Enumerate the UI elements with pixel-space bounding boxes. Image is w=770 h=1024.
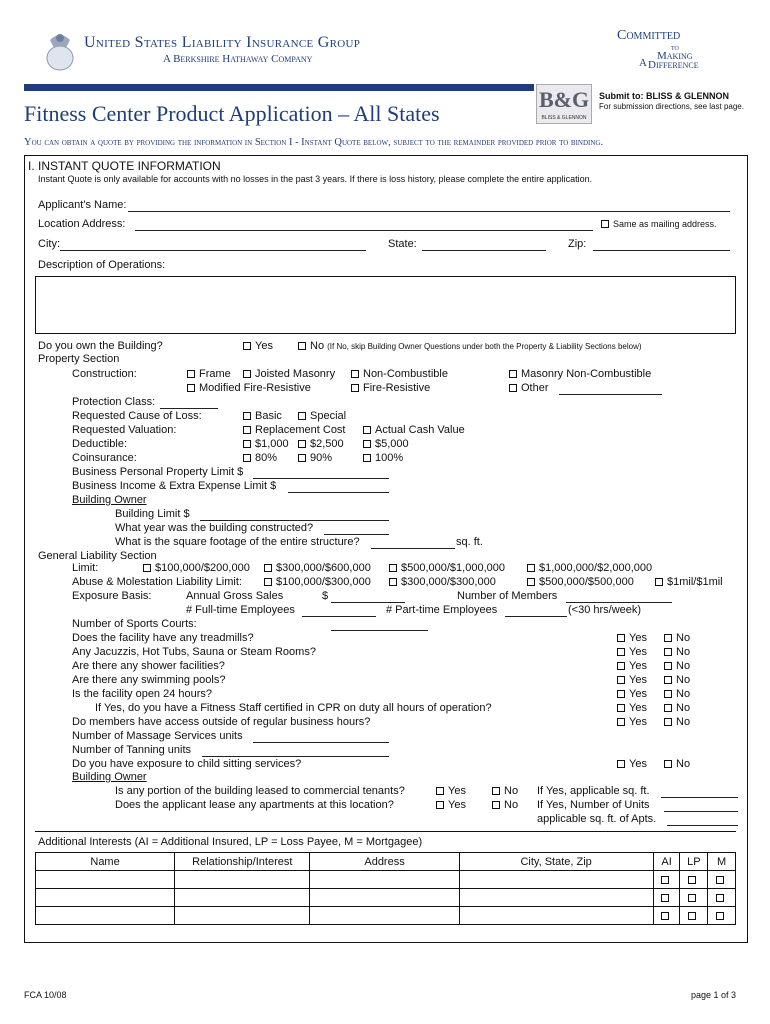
- square-footage-label: What is the square footage of the entire structure?: [115, 536, 360, 548]
- checkbox[interactable]: [389, 578, 397, 586]
- col-m: M: [708, 853, 736, 871]
- checkbox[interactable]: [363, 454, 371, 462]
- other-input[interactable]: [559, 383, 662, 395]
- checkbox[interactable]: [527, 564, 535, 572]
- abuse-option-2[interactable]: [389, 576, 496, 588]
- sports-courts-label: Number of Sports Courts:: [72, 618, 197, 630]
- section1-note: Instant Quote is only available for accounts with no losses in the past 3 years. If there is loss history, please complete the entire application.: [38, 174, 593, 184]
- eagle-globe-icon: [44, 28, 76, 72]
- abuse-option-1[interactable]: [264, 576, 371, 588]
- option-text: Basic: [255, 410, 282, 422]
- checkbox[interactable]: [243, 426, 251, 434]
- yes-text: Yes: [629, 632, 647, 644]
- relationship-cell[interactable]: [175, 889, 310, 907]
- noncomb-option[interactable]: [351, 368, 448, 380]
- checkbox[interactable]: [351, 384, 359, 392]
- city-label: City:: [38, 238, 60, 250]
- no-text: No: [310, 340, 325, 352]
- checkbox[interactable]: [243, 440, 251, 448]
- checkbox[interactable]: [617, 690, 625, 698]
- basic-option[interactable]: [243, 410, 282, 422]
- protection-class-input[interactable]: [160, 397, 218, 409]
- d5000-option[interactable]: [363, 438, 409, 450]
- replacement-option[interactable]: [243, 424, 346, 436]
- joisted-option[interactable]: [243, 368, 335, 380]
- own-building-no[interactable]: [298, 340, 642, 352]
- massage-units-label: Number of Massage Services units: [72, 730, 243, 742]
- if-yes-sqft-input[interactable]: [661, 786, 738, 798]
- yes-text: Yes: [629, 702, 647, 714]
- option-text: Replacement Cost: [255, 424, 346, 436]
- bpp-limit-input[interactable]: [253, 467, 389, 479]
- checkbox[interactable]: [509, 384, 517, 392]
- yes-text: Yes: [629, 758, 647, 770]
- own-building-yes[interactable]: [243, 340, 273, 352]
- col-name: Name: [36, 853, 175, 871]
- option-text: 100%: [375, 452, 404, 464]
- option-text: $100,000/$300,000: [276, 576, 371, 588]
- apt-sqft-label: applicable sq. ft. of Apts.: [537, 813, 657, 825]
- checkbox[interactable]: [298, 412, 306, 420]
- sports-courts-input[interactable]: [331, 619, 428, 631]
- annual-gross-sales-input[interactable]: [331, 591, 405, 603]
- ft-employees-label: # Full-time Employees: [186, 604, 295, 616]
- construction-label: Construction:: [72, 368, 137, 380]
- checkbox[interactable]: [298, 342, 306, 350]
- question-yes-option[interactable]: [617, 632, 647, 644]
- checkbox[interactable]: [351, 370, 359, 378]
- bpp-limit-label: Business Personal Property Limit $: [72, 466, 244, 478]
- question-no-option[interactable]: [664, 702, 690, 714]
- acv-option[interactable]: [363, 424, 465, 436]
- no-text: No: [504, 785, 519, 797]
- child-sitting-no[interactable]: [664, 758, 690, 770]
- yes-text: Yes: [629, 674, 647, 686]
- slogan-to: to: [671, 42, 679, 52]
- checkbox[interactable]: [143, 564, 151, 572]
- table-row: [36, 889, 736, 907]
- checkbox[interactable]: [664, 704, 672, 712]
- d2500-option[interactable]: [298, 438, 344, 450]
- other-option[interactable]: [509, 382, 549, 394]
- yes-no-question: Are there any shower facilities?: [72, 660, 225, 672]
- description-label: Description of Operations:: [38, 259, 166, 271]
- checkbox[interactable]: [436, 801, 444, 809]
- name-cell[interactable]: [36, 871, 175, 889]
- abuse-limit-label: Abuse & Molestation Liability Limit:: [72, 576, 242, 588]
- zip-input[interactable]: [593, 239, 730, 251]
- checkbox[interactable]: [389, 564, 397, 572]
- m-cell[interactable]: [708, 907, 736, 925]
- additional-divider: [35, 831, 736, 832]
- no-text: No: [676, 646, 691, 658]
- yes-text: Yes: [448, 785, 466, 797]
- checkbox[interactable]: [617, 704, 625, 712]
- special-option[interactable]: [298, 410, 346, 422]
- address-cell[interactable]: [310, 889, 459, 907]
- limit-option-3[interactable]: [389, 562, 505, 574]
- name-cell[interactable]: [36, 907, 175, 925]
- question-yes-option[interactable]: [617, 702, 647, 714]
- relationship-cell[interactable]: [175, 907, 310, 925]
- checkbox[interactable]: [436, 787, 444, 795]
- applicant-name-label: [38, 199, 126, 211]
- masonry-noncomb-option[interactable]: [509, 368, 651, 380]
- child-sitting-label: Do you have exposure to child sitting services?: [72, 758, 302, 770]
- bg-logo-text: B&G: [538, 87, 590, 112]
- option-text: Masonry Non-Combustible: [521, 368, 652, 380]
- child-sitting-yes[interactable]: [617, 758, 647, 770]
- intro-text: You can obtain a quote by providing the information in Section I - Instant Quote below, subject to the remainder provided prior to binding.: [24, 137, 604, 148]
- option-text: Non-Combustible: [363, 368, 448, 380]
- submit-directions: For submission directions, see last page.: [599, 102, 744, 111]
- option-text: $500,000/$500,000: [539, 576, 634, 588]
- sqft-label: sq. ft.: [456, 536, 483, 548]
- checkbox[interactable]: [617, 760, 625, 768]
- yes-no-question: Is the facility open 24 hours?: [72, 688, 213, 700]
- liability-building-owner: Building Owner: [72, 771, 147, 783]
- checkbox[interactable]: [617, 648, 625, 656]
- address-cell[interactable]: [310, 907, 459, 925]
- slogan-making: Making: [657, 50, 693, 62]
- liability-heading: General Liability Section: [38, 550, 157, 562]
- option-text: $1,000: [255, 438, 289, 450]
- city-cell[interactable]: [459, 889, 653, 907]
- fire-resistive-option[interactable]: [351, 382, 430, 394]
- square-footage-input[interactable]: [371, 537, 455, 549]
- d1000-option[interactable]: [243, 438, 289, 450]
- pt-employees-label: # Part-time Employees: [386, 604, 498, 616]
- if-yes-units-label: If Yes, Number of Units: [537, 799, 650, 811]
- option-text: $1,000,000/$2,000,000: [539, 562, 653, 574]
- lp-cell[interactable]: [680, 907, 708, 925]
- apartments-yes[interactable]: [436, 799, 466, 811]
- m-cell[interactable]: [708, 871, 736, 889]
- year-built-label: What year was the building constructed?: [115, 522, 314, 534]
- option-text: Frame: [199, 368, 231, 380]
- question-yes-option[interactable]: [617, 716, 647, 728]
- pt-employees-input[interactable]: [505, 605, 567, 617]
- checkbox[interactable]: [617, 676, 625, 684]
- location-address-label: Location Address:: [38, 218, 126, 230]
- ai-cell[interactable]: [653, 907, 680, 925]
- additional-heading: Additional Interests (AI = Additional Insured, LP = Loss Payee, M = Mortgagee): [38, 836, 423, 848]
- question-no-option[interactable]: [664, 632, 690, 644]
- same-as-mailing[interactable]: [601, 219, 717, 229]
- company-subsidiary: A Berkshire Hathaway Company: [163, 53, 313, 65]
- no-text: No: [676, 660, 691, 672]
- checkbox[interactable]: [664, 690, 672, 698]
- own-building-label: Do you own the Building?: [38, 340, 163, 352]
- checkbox[interactable]: [492, 787, 500, 795]
- zip-label: Zip:: [568, 238, 587, 250]
- yes-text: Yes: [255, 340, 273, 352]
- applicant-name-input[interactable]: [128, 200, 730, 212]
- no-text: No: [676, 702, 691, 714]
- c90-option[interactable]: [298, 452, 332, 464]
- sales-dollar: $: [322, 590, 329, 602]
- option-text: $500,000/$1,000,000: [401, 562, 505, 574]
- m-cell[interactable]: [708, 889, 736, 907]
- lp-cell[interactable]: [680, 889, 708, 907]
- applicant-name-text: Applicant’s Name:: [38, 199, 127, 211]
- question-no-option[interactable]: [664, 646, 690, 658]
- leased-question: Is any portion of the building leased to commercial tenants?: [115, 785, 405, 797]
- question-yes-option[interactable]: [617, 646, 647, 658]
- apt-sqft-input[interactable]: [667, 814, 738, 826]
- page-number: page 1 of 3: [691, 990, 737, 1000]
- yes-text: Yes: [629, 716, 647, 728]
- state-input[interactable]: [422, 239, 546, 251]
- checkbox[interactable]: [661, 876, 669, 884]
- checkbox[interactable]: [363, 440, 371, 448]
- massage-units-input[interactable]: [253, 731, 389, 743]
- modified-fr-option[interactable]: [187, 382, 311, 394]
- yes-no-question: Does the facility have any treadmills?: [72, 632, 254, 644]
- option-text: $300,000/$600,000: [276, 562, 371, 574]
- option-text: Actual Cash Value: [375, 424, 465, 436]
- option-text: Modified Fire-Resistive: [199, 382, 311, 394]
- apartments-question: Does the applicant lease any apartments at this location?: [115, 799, 394, 811]
- col-city-state-zip: City, State, Zip: [459, 853, 653, 871]
- limit-option-2[interactable]: [264, 562, 371, 574]
- yes-no-question: Any Jacuzzis, Hot Tubs, Sauna or Steam Rooms?: [72, 646, 316, 658]
- if-yes-sqft-label: If Yes, applicable sq. ft.: [537, 785, 650, 797]
- section1-heading: I. INSTANT QUOTE INFORMATION: [28, 159, 221, 173]
- tanning-units-input[interactable]: [202, 745, 389, 757]
- question-no-option[interactable]: [664, 660, 690, 672]
- yes-text: Yes: [629, 660, 647, 672]
- checkbox[interactable]: [187, 384, 195, 392]
- building-limit-label: Building Limit $: [115, 508, 190, 520]
- checkbox[interactable]: [664, 648, 672, 656]
- company-name: United States Liability Insurance Group: [84, 34, 361, 51]
- additional-interests-table: [35, 852, 736, 925]
- checkbox[interactable]: [661, 894, 669, 902]
- checkbox[interactable]: [716, 894, 724, 902]
- slogan-committed: Committed: [617, 28, 681, 43]
- c100-option[interactable]: [363, 452, 403, 464]
- question-no-option[interactable]: [664, 674, 690, 686]
- coinsurance-label: Coinsurance:: [72, 452, 137, 464]
- abuse-option-3[interactable]: [527, 576, 634, 588]
- address-cell[interactable]: [310, 871, 459, 889]
- lp-cell[interactable]: [680, 871, 708, 889]
- year-built-input[interactable]: [324, 523, 389, 535]
- no-text: No: [676, 632, 691, 644]
- submit-to: Submit to: BLISS & GLENNON: [599, 91, 729, 101]
- city-cell[interactable]: [459, 907, 653, 925]
- limit-option-4[interactable]: [527, 562, 652, 574]
- option-text: $100,000/$200,000: [155, 562, 250, 574]
- slogan-difference: Difference: [648, 59, 699, 71]
- cause-of-loss-label: Requested Cause of Loss:: [72, 410, 202, 422]
- limit-label: Limit:: [72, 562, 99, 574]
- checkbox[interactable]: [298, 454, 306, 462]
- annual-gross-sales-label: Annual Gross Sales: [186, 590, 284, 602]
- same-as-mailing-checkbox[interactable]: [601, 220, 609, 228]
- table-row: [36, 907, 736, 925]
- location-address-input[interactable]: [135, 219, 593, 231]
- exposure-basis-label: Exposure Basis:: [72, 590, 152, 602]
- num-members-label: Number of Members: [457, 590, 558, 602]
- checkbox[interactable]: [298, 440, 306, 448]
- col-ai: AI: [653, 853, 680, 871]
- frame-option[interactable]: [187, 368, 231, 380]
- checkbox[interactable]: [655, 578, 663, 586]
- checkbox[interactable]: [688, 912, 696, 920]
- checkbox[interactable]: [243, 370, 251, 378]
- checkbox[interactable]: [187, 370, 195, 378]
- option-text: 90%: [310, 452, 333, 464]
- pt-note: (<30 hrs/week): [568, 604, 642, 616]
- bi-limit-label: Business Income & Extra Expense Limit $: [72, 480, 277, 492]
- protection-class-label: Protection Class:: [72, 396, 156, 408]
- no-text: No: [676, 688, 691, 700]
- yes-text: Yes: [629, 646, 647, 658]
- ai-cell[interactable]: [653, 889, 680, 907]
- option-text: Fire-Resistive: [363, 382, 431, 394]
- building-limit-input[interactable]: [200, 509, 389, 521]
- leased-yes[interactable]: [436, 785, 466, 797]
- col-address: Address: [310, 853, 459, 871]
- checkbox[interactable]: [527, 578, 535, 586]
- checkbox[interactable]: [243, 454, 251, 462]
- option-text: 80%: [255, 452, 278, 464]
- option-text: $5,000: [375, 438, 409, 450]
- yes-no-question: Are there any swimming pools?: [72, 674, 226, 686]
- checkbox[interactable]: [664, 718, 672, 726]
- slogan-a: A: [639, 57, 647, 69]
- checkbox[interactable]: [363, 426, 371, 434]
- question-no-option[interactable]: [664, 688, 690, 700]
- abuse-option-4[interactable]: [655, 576, 723, 588]
- checkbox[interactable]: [661, 912, 669, 920]
- c80-option[interactable]: [243, 452, 277, 464]
- question-yes-option[interactable]: [617, 674, 647, 686]
- yes-text: Yes: [448, 799, 466, 811]
- city-cell[interactable]: [459, 871, 653, 889]
- form-id: FCA 10/08: [24, 990, 67, 1000]
- checkbox[interactable]: [617, 634, 625, 642]
- checkbox[interactable]: [664, 662, 672, 670]
- deductible-label: Deductible:: [72, 438, 128, 450]
- checkbox[interactable]: [492, 801, 500, 809]
- same-as-mailing-text: Same as mailing address.: [613, 219, 717, 229]
- checkbox[interactable]: [716, 912, 724, 920]
- if-yes-units-input[interactable]: [664, 800, 738, 812]
- yes-no-question: If Yes, do you have a Fitness Staff certified in CPR on duty all hours of operation?: [95, 702, 492, 714]
- question-yes-option[interactable]: [617, 660, 647, 672]
- page-title: Fitness Center Product Application – All States: [24, 101, 440, 126]
- state-label: State:: [388, 238, 417, 250]
- option-text: Other: [521, 382, 549, 394]
- checkbox[interactable]: [243, 342, 251, 350]
- checkbox[interactable]: [664, 676, 672, 684]
- property-building-owner: Building Owner: [72, 494, 147, 506]
- own-building-note: (If No, skip Building Owner Questions under both the Property & Liability Sections below): [327, 342, 642, 351]
- relationship-cell[interactable]: [175, 871, 310, 889]
- tanning-units-label: Number of Tanning units: [72, 744, 192, 756]
- checkbox[interactable]: [264, 564, 272, 572]
- option-text: Joisted Masonry: [255, 368, 336, 380]
- valuation-label: Requested Valuation:: [72, 424, 177, 436]
- checkbox[interactable]: [688, 876, 696, 884]
- option-text: $300,000/$300,000: [401, 576, 496, 588]
- leased-no[interactable]: [492, 785, 518, 797]
- description-textarea[interactable]: [35, 276, 736, 334]
- col-relationship: Relationship/Interest: [175, 853, 310, 871]
- bi-limit-input[interactable]: [288, 481, 389, 493]
- bliss-glennon-logo: [536, 84, 592, 124]
- question-no-option[interactable]: [664, 716, 690, 728]
- num-members-input[interactable]: [566, 591, 672, 603]
- ft-employees-input[interactable]: [302, 605, 376, 617]
- checkbox[interactable]: [243, 412, 251, 420]
- checkbox[interactable]: [664, 760, 672, 768]
- checkbox[interactable]: [509, 370, 517, 378]
- city-input[interactable]: [60, 239, 366, 251]
- checkbox[interactable]: [617, 662, 625, 670]
- option-text: Special: [310, 410, 347, 422]
- usli-logo: [44, 28, 76, 72]
- limit-option-1[interactable]: [143, 562, 250, 574]
- no-text: No: [676, 758, 691, 770]
- no-text: No: [504, 799, 519, 811]
- table-row: [36, 871, 736, 889]
- yes-text: Yes: [629, 688, 647, 700]
- no-text: No: [676, 716, 691, 728]
- checkbox[interactable]: [264, 578, 272, 586]
- checkbox[interactable]: [716, 876, 724, 884]
- checkbox[interactable]: [688, 894, 696, 902]
- yes-no-question: Do members have access outside of regular business hours?: [72, 716, 371, 728]
- bg-logo-subtext: BLISS & GLENNON: [541, 115, 587, 121]
- no-text: No: [676, 674, 691, 686]
- checkbox[interactable]: [617, 718, 625, 726]
- property-heading: Property Section: [38, 353, 120, 365]
- question-yes-option[interactable]: [617, 688, 647, 700]
- col-lp: LP: [680, 853, 708, 871]
- name-cell[interactable]: [36, 889, 175, 907]
- option-text: $2,500: [310, 438, 344, 450]
- checkbox[interactable]: [664, 634, 672, 642]
- ai-cell[interactable]: [653, 871, 680, 889]
- apartments-no[interactable]: [492, 799, 518, 811]
- option-text: $1mil/$1mil: [667, 576, 723, 588]
- header-bar: [24, 84, 534, 91]
- table-header-row: [36, 853, 736, 871]
